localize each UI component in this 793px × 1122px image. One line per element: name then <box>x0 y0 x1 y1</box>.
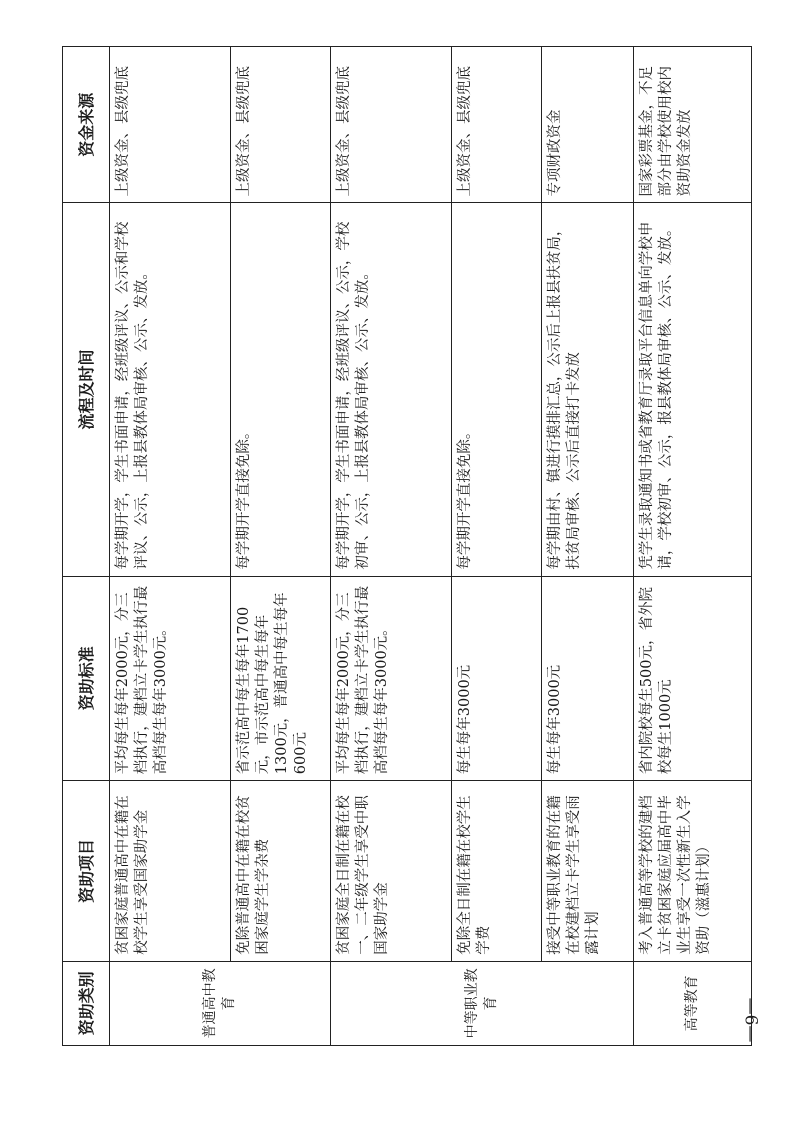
process-cell: 凭学生录取通知书或省教育厅录取平台信息单向学校申请，学校初审、公示，报县教体局审核、公示、发放。 <box>633 203 751 576</box>
item-cell: 贫困家庭全日制在籍在校一、二年级学生享受中职国家助学金 <box>331 781 452 962</box>
source-cell: 上级资金、县级兜底 <box>230 47 330 204</box>
table-row <box>331 47 452 1046</box>
process-cell: 每学期开学直接免除。 <box>230 203 330 576</box>
item-cell: 接受中等职业教育的在籍在校建档立卡学生享受雨露计划 <box>541 781 633 962</box>
item-cell: 免除全日制在籍在校学生学费 <box>451 781 541 962</box>
source-cell: 上级资金、县级兜底 <box>331 47 452 204</box>
category-cell: 中等职业教育 <box>331 961 634 1045</box>
standard-cell: 省内院校每生500元，省外院校每生1000元 <box>633 576 751 781</box>
table-row <box>633 47 751 1046</box>
header-standard: 资助标准 <box>63 576 110 781</box>
category-cell: 高等教育 <box>633 961 751 1045</box>
rotated-table-container <box>62 44 754 1046</box>
source-cell: 上级资金、县级兜底 <box>110 47 231 204</box>
item-cell: 免除普通高中在籍在校贫困家庭学生学杂费 <box>230 781 330 962</box>
header-category: 资助类别 <box>63 961 110 1045</box>
source-cell: 上级资金、县级兜底 <box>451 47 541 204</box>
standard-cell: 省示范高中每生每年1700元，市示范高中每生每年1300元，普通高中每生每年600元 <box>230 576 330 781</box>
category-cell: 普通高中教育 <box>110 961 331 1045</box>
standard-cell: 每生每年3000元 <box>451 576 541 781</box>
header-process: 流程及时间 <box>63 203 110 576</box>
item-cell: 考入普通高等学校的建档立卡贫困家庭应届高中毕业生享受一次性新生入学资助（滋惠计划） <box>633 781 751 962</box>
header-source: 资金来源 <box>63 47 110 204</box>
table-row <box>541 47 633 1046</box>
table-row <box>110 47 231 1046</box>
source-cell: 国家彩票基金，不足部分由学校使用校内资助资金发放 <box>633 47 751 204</box>
process-cell: 每学期开学直接免除。 <box>451 203 541 576</box>
table-row <box>451 47 541 1046</box>
aid-table <box>62 46 752 1046</box>
header-item: 资助项目 <box>63 781 110 962</box>
source-cell: 专项财政资金 <box>541 47 633 204</box>
item-cell: 贫困家庭普通高中在籍在校学生享受国家助学金 <box>110 781 231 962</box>
standard-cell: 平均每生每年2000元，分三档执行，建档立卡学生执行最高档每生每年3000元。 <box>110 576 231 781</box>
table-row <box>230 47 330 1046</box>
page-number: —6— <box>740 997 761 1043</box>
process-cell: 每学期开学，学生书面申请，经班级评议、公示，学校初审、公示，上报县教体局审核、公示、发放。 <box>331 203 452 576</box>
standard-cell: 平均每生每年2000元，分三档执行，建档立卡学生执行最高档每生每年3000元。 <box>331 576 452 781</box>
standard-cell: 每生每年3000元 <box>541 576 633 781</box>
process-cell: 每学期由村、镇进行摸排汇总，公示后上报县扶贫局，扶贫局审核、公示后直接打卡发放 <box>541 203 633 576</box>
process-cell: 每学期开学，学生书面申请，经班级评议、公示和学校评议、公示，上报县教体局审核、公示、发放。 <box>110 203 231 576</box>
table-header-row <box>63 47 110 1046</box>
